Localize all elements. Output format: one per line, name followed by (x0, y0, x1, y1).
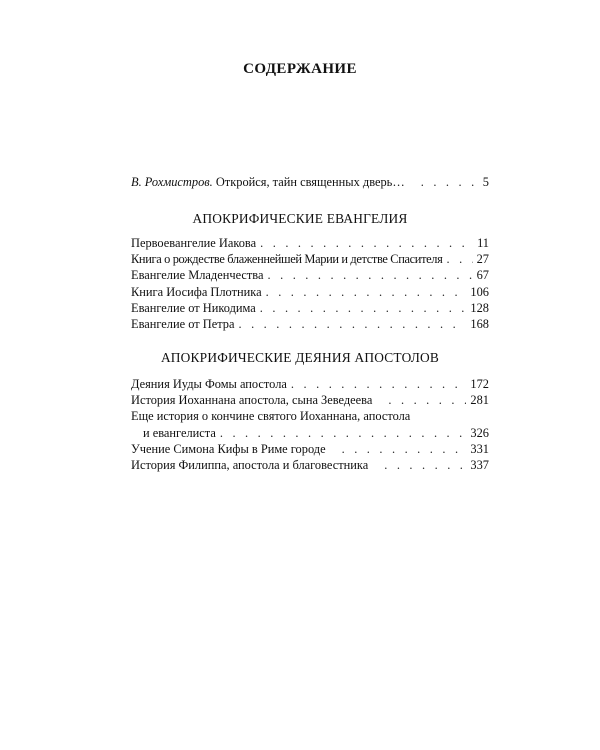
toc-entry[interactable] (131, 376, 489, 392)
toc-entry-intro[interactable] (131, 174, 489, 190)
leader-dots (238, 316, 466, 332)
leader-dots (220, 425, 467, 441)
toc-entry-label: Евангелие от Петра (131, 317, 235, 332)
leader-dots (260, 235, 473, 251)
toc-entry[interactable] (131, 267, 489, 283)
toc-entry[interactable] (131, 457, 489, 473)
page-number: 172 (470, 377, 489, 391)
toc-entry-label: Евангелие от Никодима (131, 300, 256, 315)
toc-entry[interactable] (131, 251, 489, 267)
page-title: СОДЕРЖАНИЕ (243, 61, 357, 77)
toc-entry[interactable] (131, 284, 489, 300)
author-name: В. Рохмистров. (131, 175, 213, 189)
page-number: 128 (470, 300, 489, 315)
toc-entry[interactable] (131, 235, 489, 251)
toc-entry-label-continuation: и евангелиста (143, 425, 216, 440)
toc-entry[interactable] (131, 392, 489, 408)
toc-entry-label: Первоевангелие Иакова (131, 236, 257, 250)
toc-section-gospels (131, 235, 489, 332)
leader-dots (376, 392, 466, 408)
section-heading-gospels: АПОКРИФИЧЕСКИЕ ЕВАНГЕЛИЯ (192, 211, 408, 226)
leader-dots (372, 457, 466, 473)
leader-dots (291, 376, 467, 392)
toc-entry[interactable] (131, 441, 489, 457)
page-number: 331 (470, 441, 489, 456)
leader-dots (260, 300, 467, 316)
toc-entry-continuation[interactable] (131, 425, 489, 441)
page-number: 67 (476, 268, 489, 283)
toc-entry[interactable] (131, 300, 489, 316)
toc-entry-label: Книга Иосифа Плотника (131, 284, 262, 299)
toc-entry-label (131, 174, 409, 190)
page-number: 281 (470, 393, 489, 408)
toc-entry-label: Еще история о кончине святого Иоханнана, апостола (131, 409, 411, 424)
toc-entry-label: История Филиппа, апостола и благовестника (131, 458, 369, 473)
page-number: 5 (482, 175, 489, 189)
section-heading-acts: АПОКРИФИЧЕСКИЕ ДЕЯНИЯ АПОСТОЛОВ (160, 350, 440, 365)
page-number: 168 (470, 317, 489, 332)
toc-entry-label: История Иоханнана апостола, сына Зеведеева (131, 393, 373, 408)
toc-entry-label: Учение Симона Кифы в Риме городе (131, 441, 326, 456)
leader-dots (446, 251, 472, 267)
leader-dots (266, 284, 467, 300)
leader-dots (268, 267, 473, 283)
page-number: 326 (470, 425, 489, 440)
toc-entry-label: Деяния Иуды Фомы апостола (131, 377, 287, 391)
page-number: 27 (476, 252, 489, 267)
leader-dots (409, 174, 479, 190)
page-number: 337 (470, 458, 489, 473)
toc-entry-label: Евангелие Младенчества (131, 268, 264, 283)
toc-entry-multiline[interactable] (131, 408, 489, 424)
intro-title: Откройся, тайн священных дверь… (215, 175, 405, 189)
toc-section-acts (131, 376, 489, 473)
leader-dots (330, 441, 467, 457)
toc-intro (131, 174, 489, 190)
toc-entry-label: Книга о рождестве блаженнейшей Марии и детстве Спасителя (131, 252, 443, 267)
toc-entry[interactable] (131, 316, 489, 332)
page-number: 106 (470, 284, 489, 299)
page-number: 11 (477, 236, 489, 250)
